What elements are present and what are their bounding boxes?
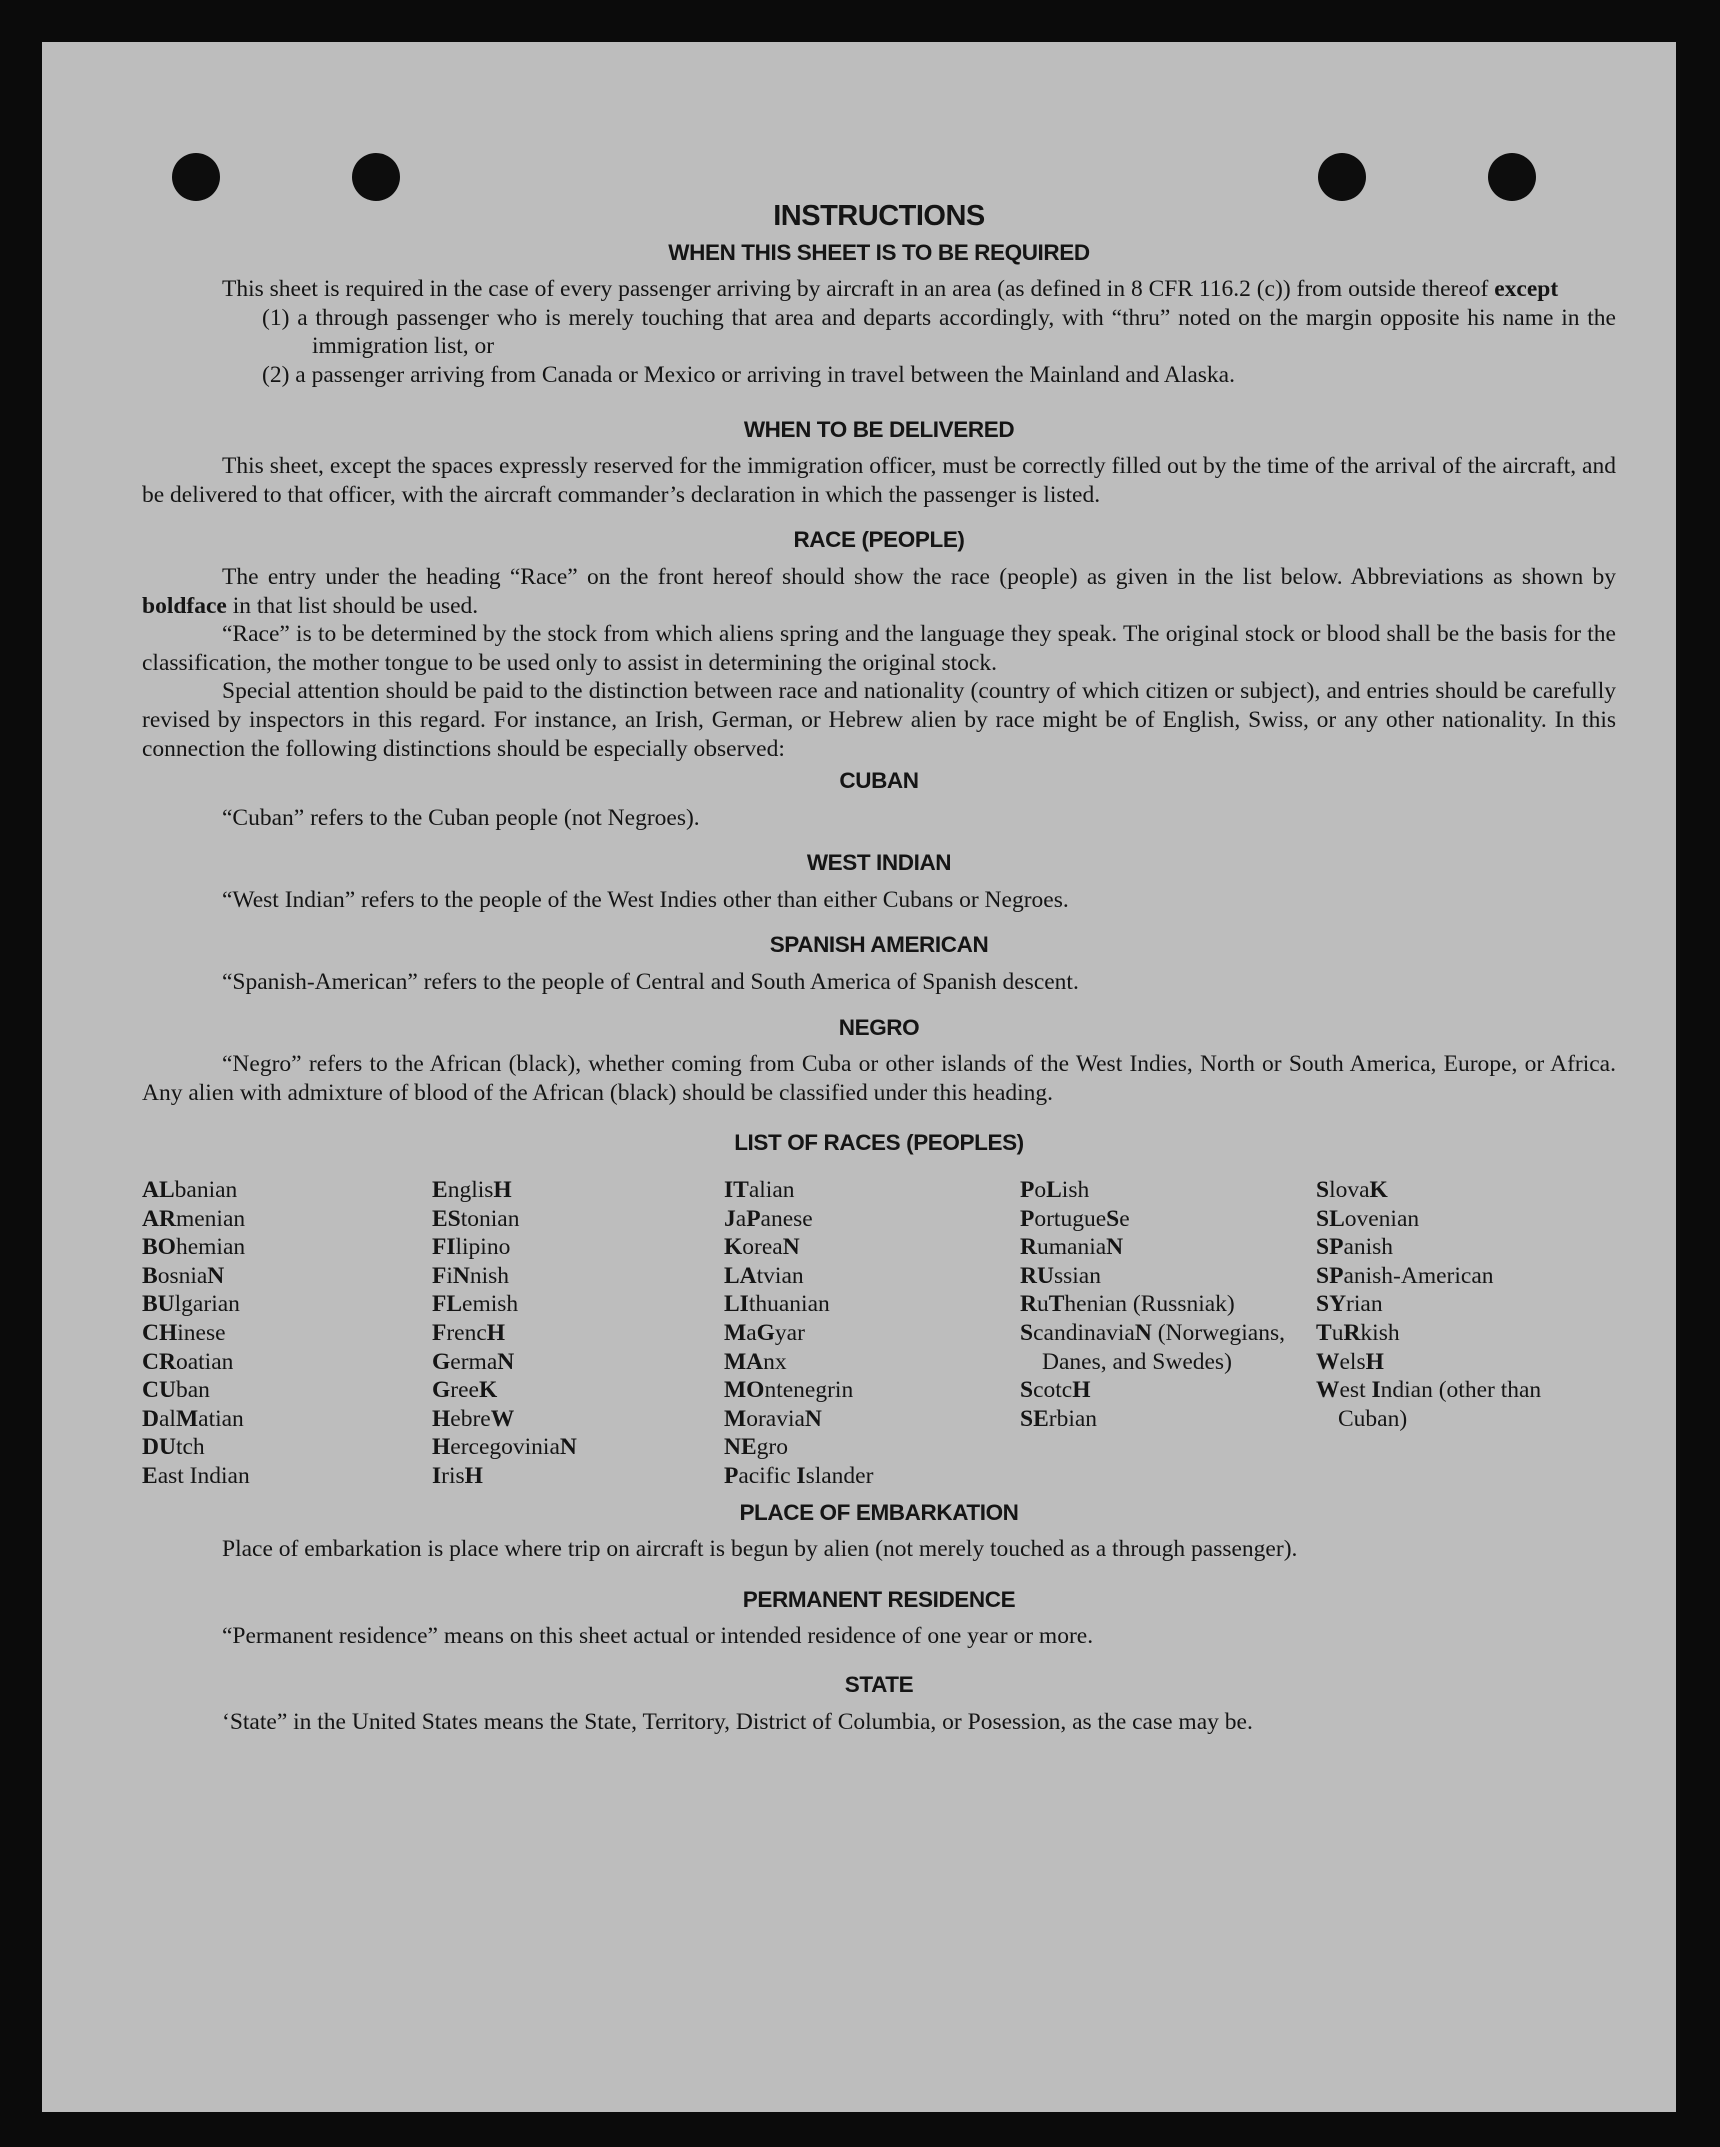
race-entry: RuThenian (Russniak) — [1020, 1291, 1235, 1318]
race-entry: HercegoviniaN — [432, 1434, 577, 1461]
page-title: INSTRUCTIONS — [773, 200, 985, 232]
race-entry: LIthuanian — [724, 1291, 830, 1318]
race-entry: EStonian — [432, 1205, 520, 1232]
heading-race: RACE (PEOPLE) — [793, 527, 965, 553]
text: in that list should be used. — [232, 592, 479, 619]
race-entry: LAtvian — [724, 1262, 804, 1289]
heading-when-required: WHEN THIS SHEET IS TO BE REQUIRED — [668, 239, 1090, 265]
heading-spanish-american: SPANISH AMERICAN — [769, 932, 989, 958]
race-column — [1316, 1176, 1616, 1491]
heading-negro: NEGRO — [838, 1014, 920, 1040]
race-entry: SLovenian — [1316, 1205, 1420, 1232]
race-entry: SlovaK — [1316, 1177, 1388, 1204]
race-entry: MaGyar — [724, 1320, 805, 1346]
paragraph-state: ‘State” in the United States means the State, Territory, District of Columbia, or Posession, as the case may be. — [222, 1708, 1253, 1735]
race-entry: TuRkish — [1316, 1320, 1400, 1346]
text-bold: boldface — [142, 592, 227, 619]
race-entry: MoraviaN — [724, 1405, 822, 1432]
heading-embarkation: PLACE OF EMBARKATION — [739, 1499, 1019, 1525]
heading-west-indian: WEST INDIAN — [806, 850, 952, 876]
race-entry: HebreW — [432, 1405, 515, 1432]
race-entry: SErbian — [1020, 1405, 1098, 1432]
document-page — [42, 42, 1676, 2112]
paragraph-race-3: Special attention should be paid to the distinction between race and nationality (country of which citizen or subject), and entries should be carefully revised by inspectors in this regard. For instance, an Irish, German, or Hebrew alien by race might be of English, Swiss, or any other nationality. In this connection the following distinctions should be especially observed: — [142, 678, 1616, 762]
race-entry: MOntenegrin — [724, 1377, 854, 1404]
race-entry: ARmenian — [142, 1205, 246, 1232]
paragraph-embarkation: Place of embarkation is place where trip on aircraft is begun by alien (not merely touched as a through passenger). — [222, 1536, 1298, 1563]
race-entry: Pacific Islander — [724, 1462, 874, 1489]
paragraph-cuban: “Cuban” refers to the Cuban people (not Negroes). — [222, 804, 700, 831]
race-entry: BUlgarian — [142, 1291, 240, 1318]
paragraph-permanent-residence: “Permanent residence” means on this sheet actual or intended residence of one year or more. — [222, 1623, 1094, 1650]
race-entry: East Indian — [142, 1462, 250, 1489]
race-entry: FIlipino — [432, 1234, 511, 1261]
race-entry: SPanish-American — [1316, 1262, 1494, 1289]
race-entry: EnglisH — [432, 1177, 512, 1204]
race-entry: SYrian — [1316, 1291, 1383, 1318]
race-entry: ScotcH — [1020, 1377, 1091, 1404]
race-entry: FLemish — [432, 1291, 519, 1318]
heading-when-delivered: WHEN TO BE DELIVERED — [743, 416, 1015, 442]
paragraph-race-2: “Race” is to be determined by the stock from which aliens spring and the language they speak. The original stock or blood shall be the basis for the classification, the mother tongue to be used only to assist in determining the original stock. — [142, 621, 1616, 676]
race-entry: CRoatian — [142, 1348, 234, 1375]
race-entry: IrisH — [432, 1462, 483, 1489]
paragraph-when-required — [142, 275, 1616, 304]
race-entry: PoLish — [1020, 1177, 1090, 1204]
race-column — [432, 1176, 724, 1491]
race-entry: ITalian — [724, 1177, 795, 1204]
race-entry: West Indian (other than Cuban) — [1316, 1377, 1542, 1432]
race-entry: RUssian — [1020, 1262, 1101, 1289]
race-entry: CHinese — [142, 1320, 226, 1346]
race-column — [142, 1176, 432, 1491]
heading-permanent-residence: PERMANENT RESIDENCE — [742, 1586, 1016, 1612]
race-entry: MAnx — [724, 1348, 787, 1375]
text: The entry under the heading “Race” on the front hereof should show the race (people) as given in the list below. Abbreviations as shown by — [222, 563, 1616, 590]
exception-item-1: (1) a through passenger who is merely touching that area and departs accordingly, with “thru” noted on the margin opposite his name in the immigration list, or — [262, 304, 1616, 360]
race-entry: WelsH — [1316, 1348, 1384, 1375]
race-entry: CUban — [142, 1377, 210, 1404]
race-entry: RumaniaN — [1020, 1234, 1124, 1261]
heading-cuban: CUBAN — [839, 768, 919, 794]
paragraph-race-1 — [142, 563, 1616, 620]
heading-state: STATE — [844, 1671, 914, 1697]
race-entry: ALbanian — [142, 1177, 238, 1204]
exception-item-2: (2) a passenger arriving from Canada or Mexico or arriving in travel between the Mainland and Alaska. — [262, 361, 1235, 388]
race-entry: DUtch — [142, 1434, 205, 1461]
race-entry: JaPanese — [724, 1205, 813, 1232]
race-entry: BOhemian — [142, 1234, 246, 1261]
race-entry: GermaN — [432, 1348, 515, 1375]
instructions-content — [142, 160, 1616, 1736]
race-column — [724, 1176, 1020, 1491]
race-entry: BosniaN — [142, 1262, 225, 1289]
race-entry: ScandinaviaN (Norwegians, Danes, and Swedes) — [1020, 1320, 1285, 1375]
paragraph-negro: “Negro” refers to the African (black), whether coming from Cuba or other islands of the West Indies, North or South America, Europe, or Africa. Any alien with admixture of blood of the African (black) should be classified under this heading. — [142, 1051, 1616, 1106]
race-entry: KoreaN — [724, 1234, 800, 1261]
race-entry: GreeK — [432, 1377, 498, 1404]
race-column — [1020, 1176, 1316, 1491]
heading-list-of-races: LIST OF RACES (PEOPLES) — [734, 1130, 1024, 1156]
paragraph-when-delivered: This sheet, except the spaces expressly reserved for the immigration officer, must be correctly filled out by the time of the arrival of the aircraft, and be delivered to that officer, with the aircraft commander’s declaration in which the passenger is listed. — [142, 453, 1616, 508]
race-entry: PortugueSe — [1020, 1205, 1130, 1232]
race-list — [142, 1176, 1616, 1491]
race-entry: FrencH — [432, 1320, 506, 1346]
paragraph-spanish-american: “Spanish-American” refers to the people of Central and South America of Spanish descent. — [222, 969, 1079, 996]
race-entry: SPanish — [1316, 1234, 1394, 1261]
race-entry: NEgro — [724, 1434, 788, 1461]
text-bold: except — [1494, 276, 1559, 303]
race-entry: FiNnish — [432, 1262, 510, 1289]
race-entry: DalMatian — [142, 1405, 244, 1432]
text: This sheet is required in the case of every passenger arriving by aircraft in an area (as defined in 8 CFR 116.2 (c)) from outside thereof — [222, 276, 1489, 303]
paragraph-west-indian: “West Indian” refers to the people of the West Indies other than either Cubans or Negroes. — [222, 886, 1069, 913]
